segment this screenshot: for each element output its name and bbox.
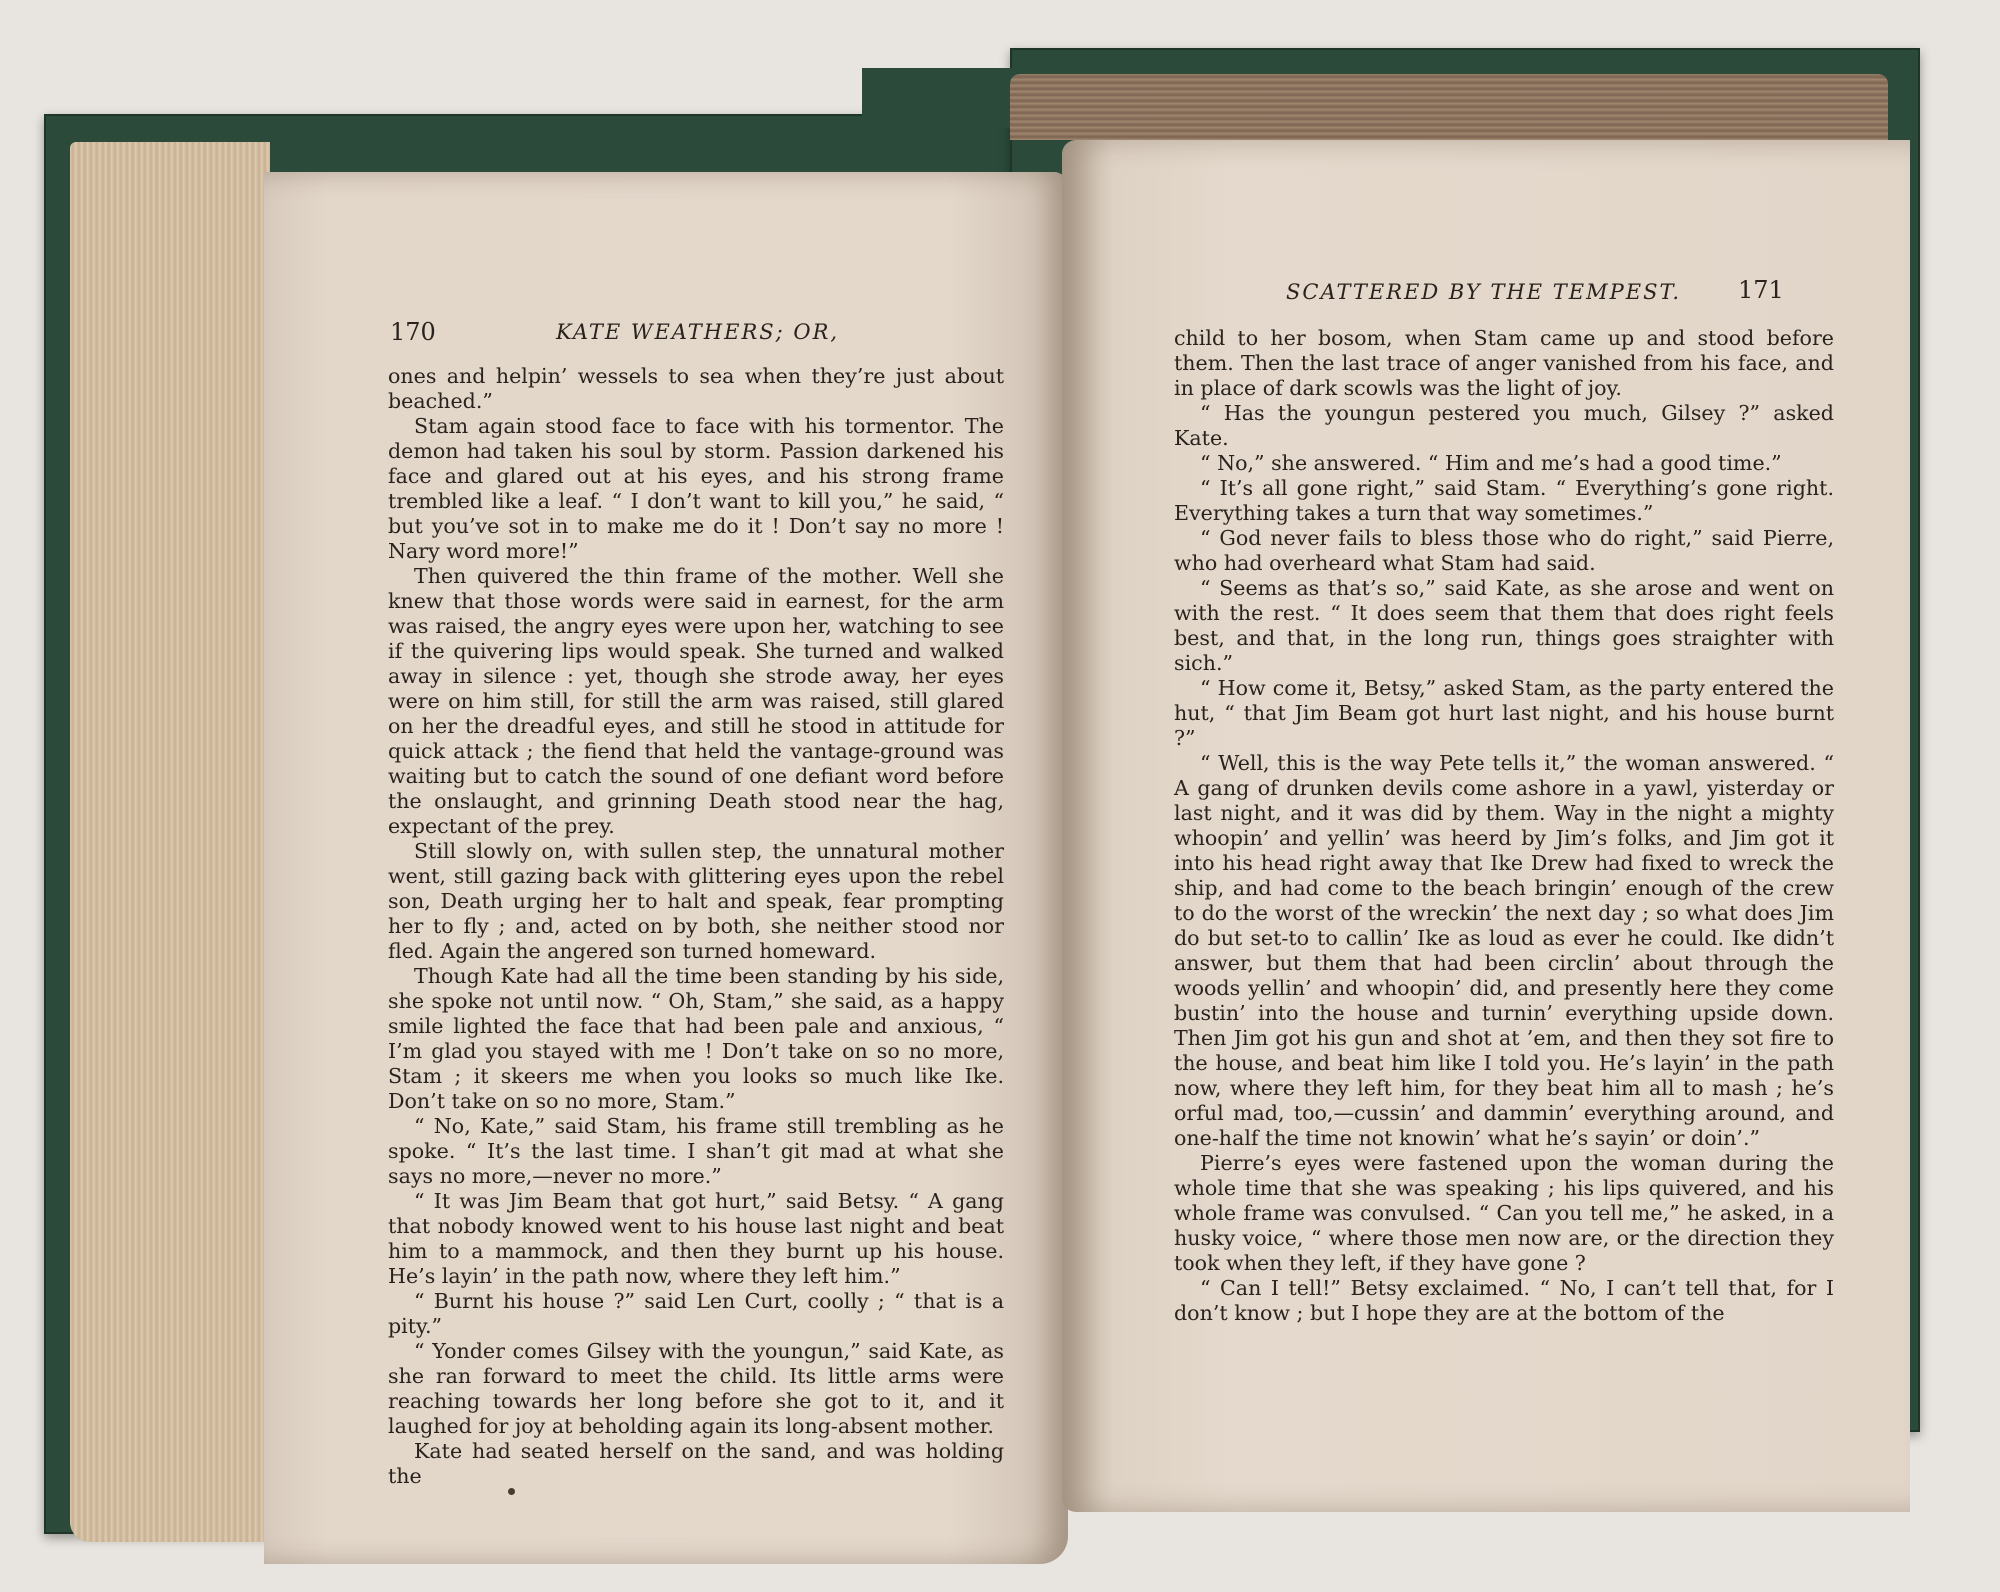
right-page-text bbox=[1174, 326, 1834, 1326]
book-spine-top bbox=[862, 68, 1022, 128]
page-block-edge-top-right bbox=[1010, 74, 1888, 140]
paragraph: “ Well, this is the way Pete tells it,” the woman answered. “ A gang of drunken devils come ashore in a yawl, yisterday or last night, and it was did by them. Way in the night a mighty whoopin’ and yellin’ was heerd by Jim’s folks, and Jim got it into his head right away that Ike Drew had fixed to wreck the ship, and had come to the beach bringin’ enough of the crew to do the worst of the wreckin’ the next day ; so what does Jim do but set-to to callin’ Ike as loud as ever he could. Ike didn’t answer, but them that had been circlin’ about through the woods yellin’ and whoopin’ did, and presently here they come bustin’ into the house and turnin’ everything upside down. Then Jim got his gun and shot at ’em, and then they sot fire to the house, and beat him like I told you. He’s layin’ in the path now, where they left him, for they beat him all to mash ; he’s orful mad, too,—cussin’ and dammin’ everything around, and one-half the time not knowin’ what he’s sayin’ or doin’.” bbox=[1174, 751, 1834, 1150]
paragraph: “ Can I tell!” Betsy exclaimed. “ No, I can’t tell that, for I don’t know ; but I hope they are at the bottom of the bbox=[1174, 1276, 1834, 1325]
right-page bbox=[1062, 140, 1910, 1512]
paragraph: Stam again stood face to face with his tormentor. The demon had taken his soul by storm. Passion darkened his face and glared out at his eyes, and his strong frame trembled like a leaf. “ I don’t want to kill you,” he said, “ but you’ve sot in to make me do it ! Don’t say no more ! Nary word more!” bbox=[388, 414, 1004, 563]
paragraph: “ No,” she answered. “ Him and me’s had a good time.” bbox=[1200, 451, 1782, 475]
paragraph: “ Seems as that’s so,” said Kate, as she arose and went on with the rest. “ It does seem that them that does right feels best, and that, in the long run, things goes straighter with sich.” bbox=[1174, 576, 1834, 675]
paragraph: “ No, Kate,” said Stam, his frame still trembling as he spoke. “ It’s the last time. I shan’t git mad at what she says no more,—never no more.” bbox=[388, 1114, 1004, 1188]
paragraph: Still slowly on, with sullen step, the unnatural mother went, still gazing back with glittering eyes upon the rebel son, Death urging her to halt and speak, fear prompting her to fly ; and, acted on by both, she neither stood nor fled. Again the angered son turned homeward. bbox=[388, 839, 1004, 963]
paragraph: “ How come it, Betsy,” asked Stam, as the party entered the hut, “ that Jim Beam got hurt last night, and his house burnt ?” bbox=[1174, 676, 1834, 750]
paragraph: “ Has the youngun pestered you much, Gilsey ?” asked Kate. bbox=[1174, 401, 1834, 450]
paragraph: Then quivered the thin frame of the mother. Well she knew that those words were said in earnest, for the arm was raised, the angry eyes were upon her, watching to see if the quivering lips would speak. She turned and walked away in silence : yet, though she strode away, her eyes were on him still, for still the arm was raised, still glared on her the dreadful eyes, and still he stood in attitude for quick attack ; the fiend that held the vantage-ground was waiting but to catch the sound of one defiant word before the onslaught, and grinning Death stood near the hag, expectant of the prey. bbox=[388, 564, 1004, 838]
left-page-text bbox=[388, 364, 1004, 1489]
left-page bbox=[264, 172, 1068, 1564]
running-head-right: SCATTERED BY THE TEMPEST. bbox=[1286, 280, 1682, 304]
paragraph: Pierre’s eyes were fastened upon the woman during the whole time that she was speaking ; his lips quivered, and his whole frame was convulsed. “ Can you tell me,” he asked, in a husky voice, “ where those men now are, or the direction they took when they left, if they have gone ? bbox=[1174, 1151, 1834, 1275]
page-number-right: 171 bbox=[1738, 276, 1784, 304]
page-block-edge-left bbox=[70, 142, 270, 1542]
paragraph: “ Burnt his house ?” said Len Curt, coolly ; “ that is a pity.” bbox=[388, 1289, 1004, 1338]
ink-speck bbox=[508, 1488, 515, 1495]
running-head-left: KATE WEATHERS; OR, bbox=[556, 320, 840, 344]
paragraph: Though Kate had all the time been standing by his side, she spoke not until now. “ Oh, Stam,” she said, as a happy smile lighted the face that had been pale and anxious, “ I’m glad you stayed with me ! Don’t take on so no more, Stam ; it skeers me when you looks so much like Ike. Don’t take on so no more, Stam.” bbox=[388, 964, 1004, 1113]
paragraph: ones and helpin’ wessels to sea when they’re just about beached.” bbox=[388, 364, 1004, 413]
paragraph: Kate had seated herself on the sand, and was holding the bbox=[388, 1439, 1004, 1488]
paragraph: child to her bosom, when Stam came up and stood before them. Then the last trace of anger vanished from his face, and in place of dark scowls was the light of joy. bbox=[1174, 326, 1834, 400]
paragraph: “ It was Jim Beam that got hurt,” said Betsy. “ A gang that nobody knowed went to his house last night and beat him to a mammock, and then they burnt up his house. He’s layin’ in the path now, where they left him.” bbox=[388, 1189, 1004, 1288]
paragraph: “ Yonder comes Gilsey with the youngun,” said Kate, as she ran forward to meet the child. Its little arms were reaching towards her long before she got to it, and it laughed for joy at beholding again its long-absent mother. bbox=[388, 1339, 1004, 1438]
page-number-left: 170 bbox=[390, 318, 436, 346]
paragraph: “ It’s all gone right,” said Stam. “ Everything’s gone right. Everything takes a turn that way sometimes.” bbox=[1174, 476, 1834, 525]
paragraph: “ God never fails to bless those who do right,” said Pierre, who had overheard what Stam had said. bbox=[1174, 526, 1834, 575]
